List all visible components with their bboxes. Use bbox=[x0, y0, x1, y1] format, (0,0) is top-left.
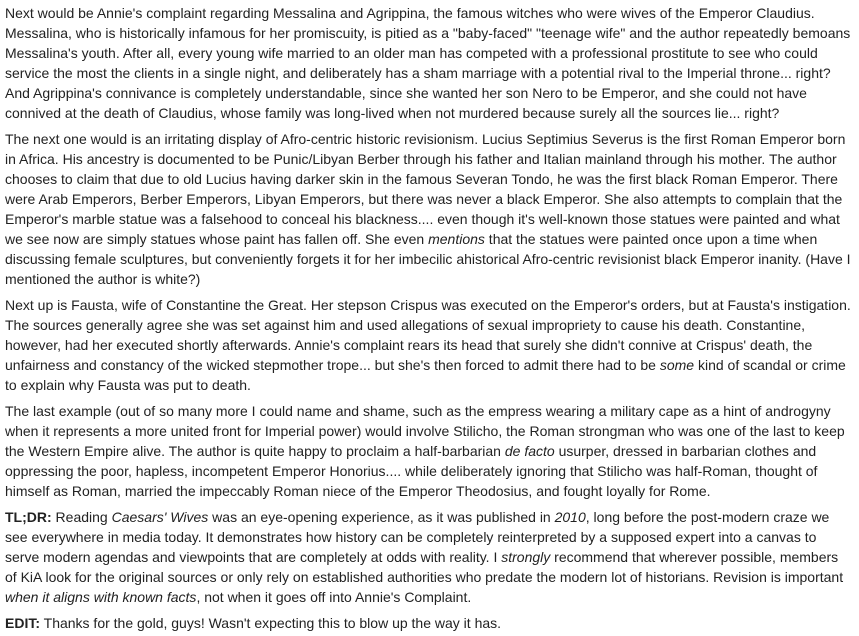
text-segment: that the statues were painted once upon a time when discussing female sculptures, but conveniently forgets it for her imbecilic ahistorical Afro-centric revisionist black Emperor inanity. (Have I mentioned the author is white?) bbox=[5, 231, 851, 287]
italic-text: strongly bbox=[501, 549, 551, 565]
paragraph-stilicho bbox=[5, 401, 851, 501]
paragraph-fausta bbox=[5, 295, 851, 395]
text-segment: Next up is Fausta, wife of Constantine the Great. Her stepson Crispus was executed on the Emperor's orders, but at Fausta's instigation. The sources generally agree she was set against him and used allegations of sexual impropriety to cause his death. Constantine, however, had her executed shortly afterwards. Annie's complaint rears its head that surely she didn't connive at Crispus' death, the unfairness and constancy of the wicked stepmother trope... but she's then forced to admit there had to be bbox=[5, 297, 851, 373]
italic-text: when it aligns with known facts bbox=[5, 589, 197, 605]
paragraph-edit bbox=[5, 613, 851, 633]
text-segment: recommend that wherever possible, members of KiA look for the original sources or only rely on established authorities who predate the modern lot of historians. Revision is important bbox=[5, 549, 844, 585]
text-segment: , long before the post-modern craze we see everywhere in media today. It demonstrates how history can be completely reinterpreted by a supposed expert into a canvas to serve modern agendas and viewpoints that are completely at odds with reality. I bbox=[5, 509, 830, 565]
text-segment: The next one would is an irritating display of Afro-centric historic revisionism. Lucius Septimius Severus is the first Roman Emperor born in Africa. His ancestry is documented to be Punic/Libyan Berber through his father and Italian mainland through his mother. The author chooses to claim that due to old Lucius having darker skin in the famous Severan Tondo, he was the first black Roman Emperor. There were Arab Emperors, Berber Emperors, Libyan Emperors, but there was never a black Emperor. She also attempts to complain that the Emperor's marble statue was a falsehood to conceal his blackness.... even though it's well-known those statues were painted and what we see now are simply statues whose paint has fallen off. She even bbox=[5, 131, 846, 247]
italic-text: mentions bbox=[428, 231, 485, 247]
text-segment: Next would be Annie's complaint regarding Messalina and Agrippina, the famous witches who were wives of the Emperor Claudius. Messalina, who is historically infamous for her promiscuity, is pitied as a "baby-faced" "teenage wife" and the author repeatedly bemoans Messalina's youth. After all, every young wife married to an older man has competed with a professional prostitute to see who could service the most the clients in a single night, and deliberately has a sham marriage with a potential rival to the Imperial throne... right? And Agrippina's connivance is completely understandable, since she wanted her son Nero to be Emperor, and she could not have connived at the death of Claudius, whose family was long-lived when not murdered because surely all the sources lie... right? bbox=[5, 5, 851, 121]
text-segment: The last example (out of so many more I could name and shame, such as the empress wearing a military cape as a hint of androgyny when it represents a more united front for Imperial power) would involve Stilicho, the Roman strongman who was one of the last to keep the Western Empire alive. The author is quite happy to proclaim a half-barbarian bbox=[5, 403, 845, 459]
bold-label: TL;DR: bbox=[5, 509, 52, 525]
italic-text: 2010 bbox=[554, 509, 586, 525]
text-segment: usurper, dressed in barbarian clothes and oppressing the poor, hapless, incompetent Emperor Honorius.... while deliberately ignoring that Stilicho was half-Roman, thought of himself as Roman, married the impeccably Roman niece of the Emperor Theodosius, and fought loyally for Rome. bbox=[5, 443, 818, 499]
text-segment: Thanks for the gold, guys! Wasn't expecting this to blow up the way it has. bbox=[40, 615, 502, 631]
text-segment: kind of scandal or crime to explain why Fausta was put to death. bbox=[5, 357, 846, 393]
text-segment: was an eye-opening experience, as it was published in bbox=[208, 509, 555, 525]
paragraph-severus bbox=[5, 129, 851, 289]
text-segment: Reading bbox=[51, 509, 112, 525]
italic-text: de facto bbox=[504, 443, 555, 459]
italic-text: Caesars' Wives bbox=[111, 509, 209, 525]
paragraph-tldr bbox=[5, 507, 851, 607]
bold-label: EDIT: bbox=[5, 615, 40, 631]
italic-text: some bbox=[659, 357, 695, 373]
text-segment: , not when it goes off into Annie's Complaint. bbox=[196, 589, 472, 605]
paragraph-messalina bbox=[5, 3, 851, 123]
